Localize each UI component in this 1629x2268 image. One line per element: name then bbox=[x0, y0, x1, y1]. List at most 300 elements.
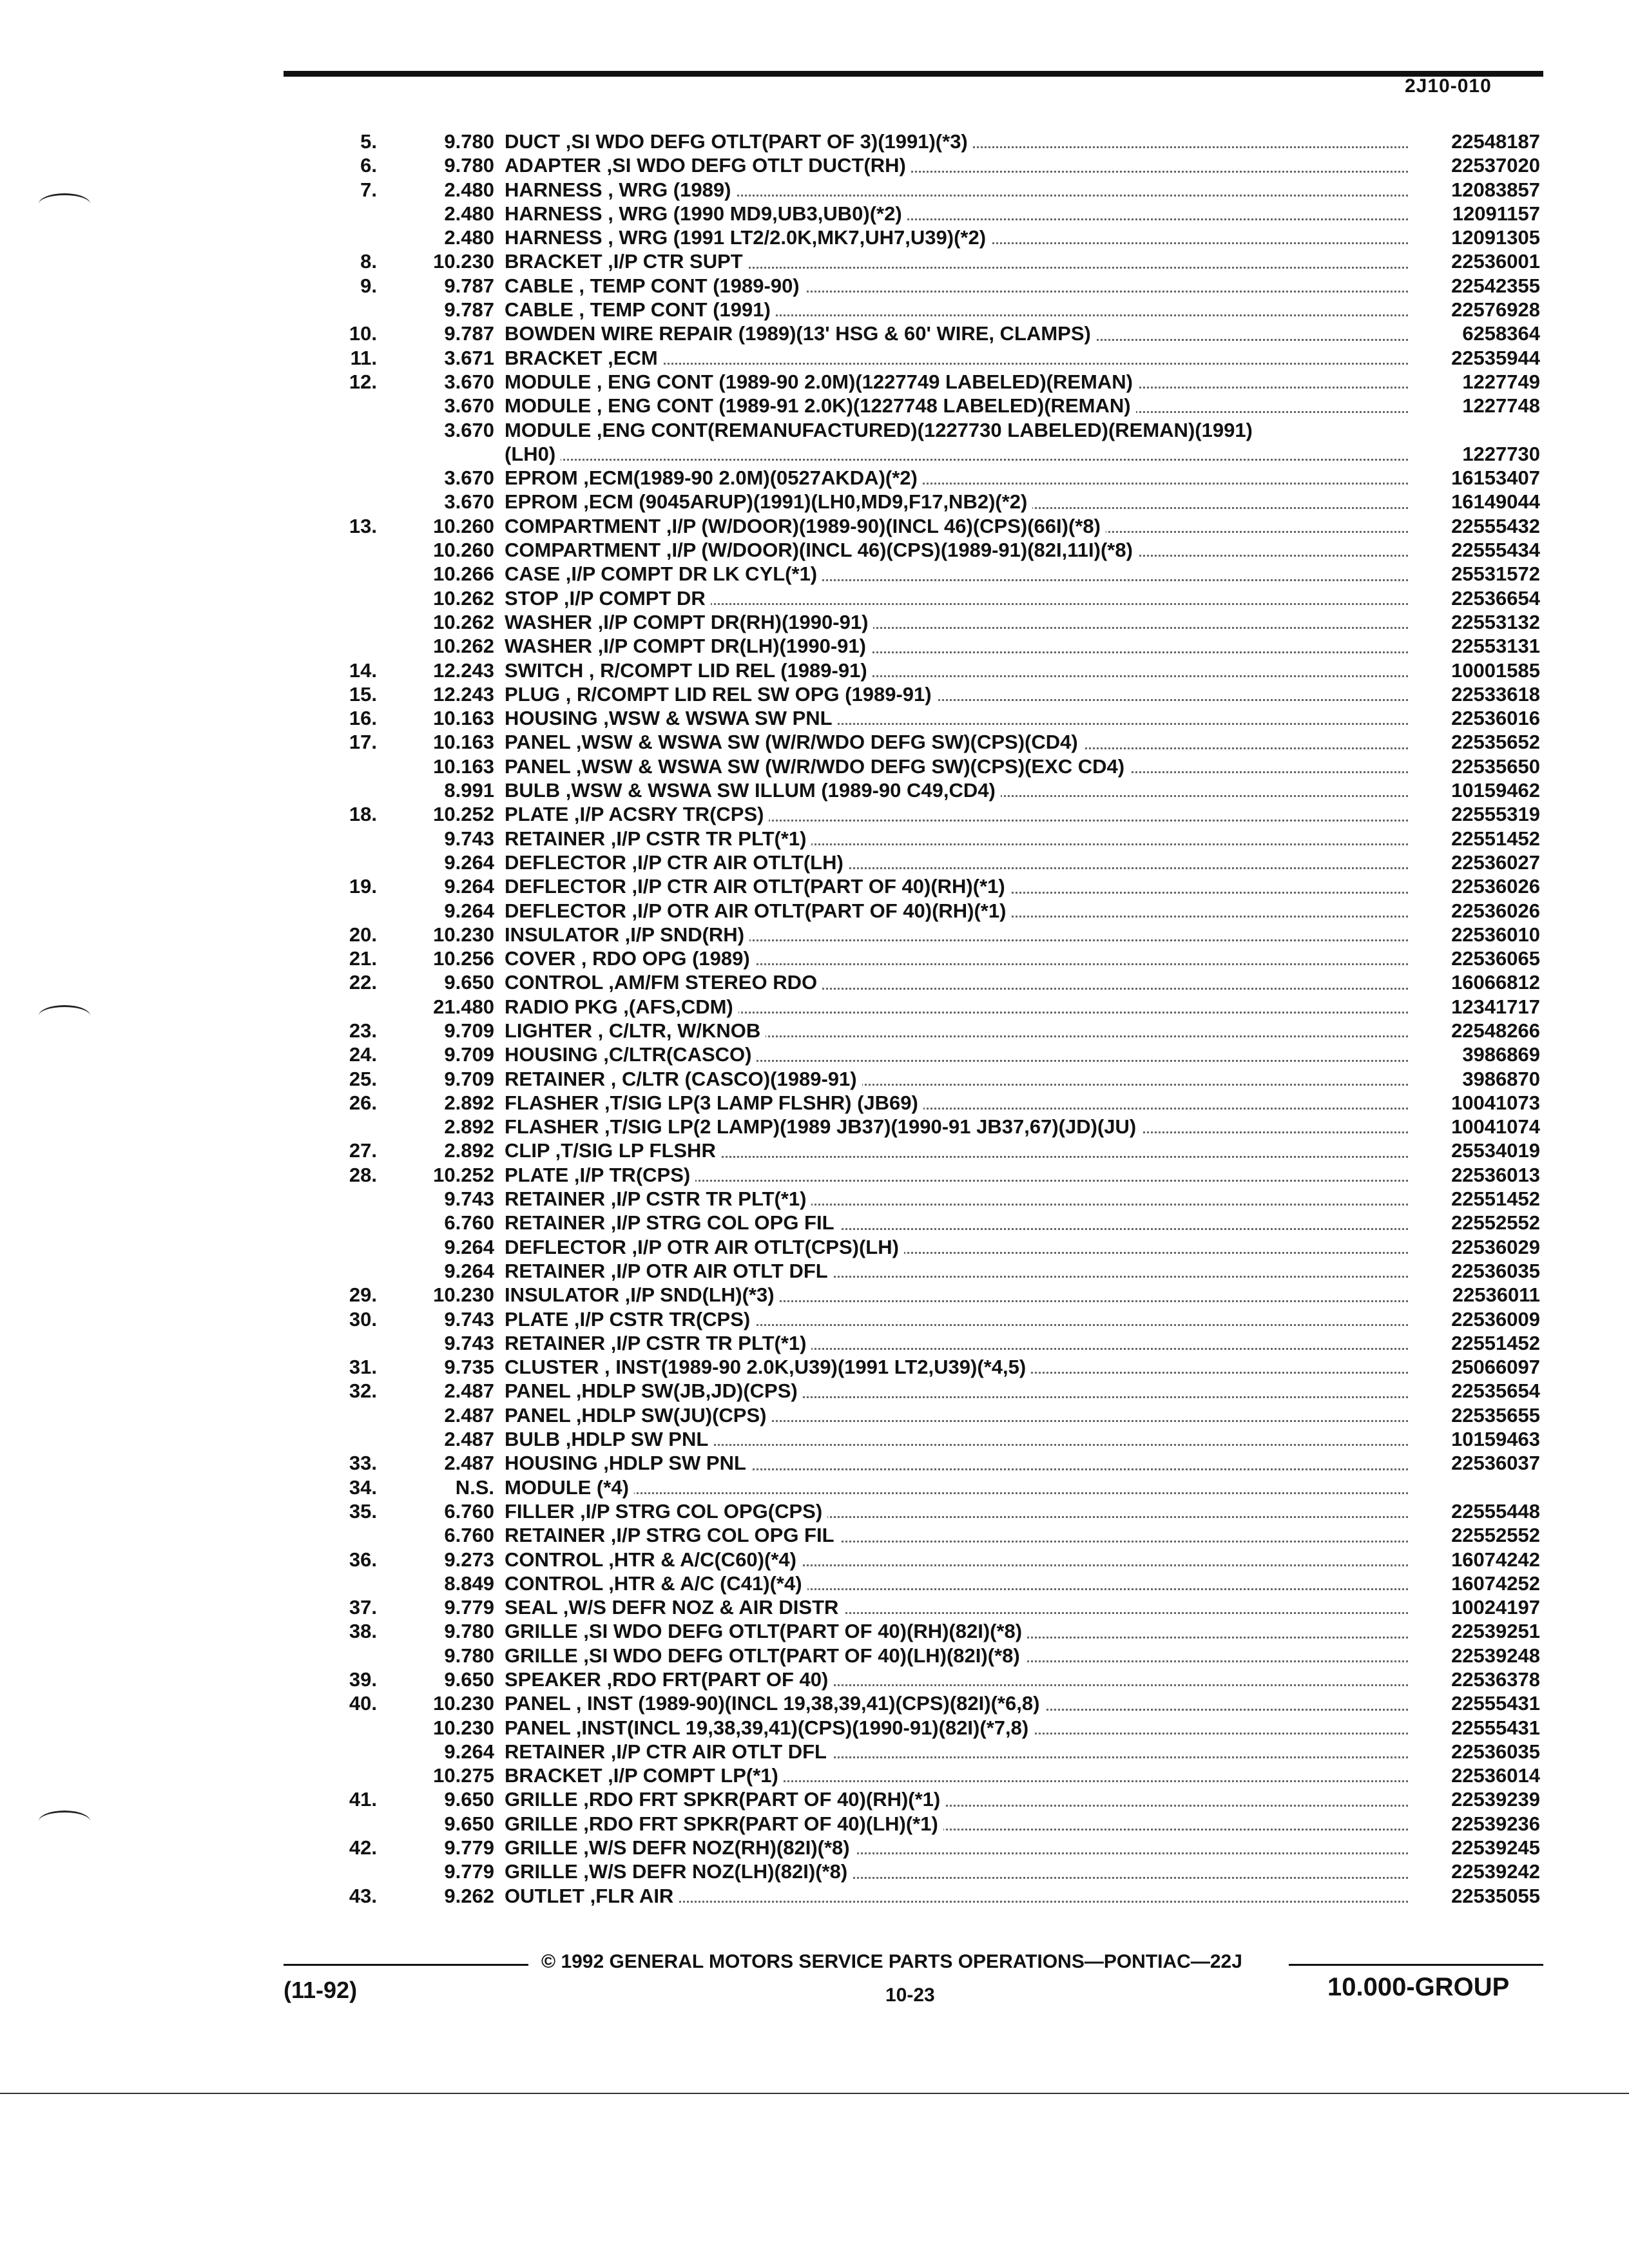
part-number: 12091157 bbox=[1411, 202, 1540, 226]
part-number: 22536026 bbox=[1411, 899, 1540, 923]
part-number: 10024197 bbox=[1411, 1596, 1540, 1619]
part-description bbox=[505, 1668, 1540, 1691]
part-description-text: PLATE ,I/P ACSRY TR(CPS) bbox=[505, 803, 769, 825]
group-number: 6.760 bbox=[444, 1499, 494, 1523]
group-number: 8.849 bbox=[444, 1571, 494, 1595]
item-number: 24. bbox=[349, 1043, 377, 1066]
parts-row bbox=[322, 1379, 1540, 1403]
group-number: 10.163 bbox=[433, 707, 494, 730]
part-description-text: FILLER ,I/P STRG COL OPG(CPS) bbox=[505, 1500, 827, 1523]
parts-row bbox=[322, 1668, 1540, 1692]
item-number: 38. bbox=[349, 1620, 377, 1643]
part-description bbox=[505, 683, 1540, 706]
part-description-text: GRILLE ,RDO FRT SPKR(PART OF 40)(RH)(*1) bbox=[505, 1788, 945, 1811]
item-number: 29. bbox=[349, 1283, 377, 1307]
part-number: 22555434 bbox=[1411, 539, 1540, 562]
parts-row bbox=[322, 1332, 1540, 1356]
footer-rule-left bbox=[284, 1964, 528, 1966]
group-number: 2.487 bbox=[444, 1428, 494, 1451]
part-description-text: HARNESS , WRG (1991 LT2/2.0K,MK7,UH7,U39)(*2) bbox=[505, 226, 991, 249]
part-number: 22535654 bbox=[1411, 1379, 1540, 1403]
parts-row bbox=[322, 1548, 1540, 1572]
part-description bbox=[505, 1356, 1540, 1379]
part-description bbox=[505, 298, 1540, 322]
part-description-text: INSULATOR ,I/P SND(LH)(*3) bbox=[505, 1283, 780, 1306]
group-number: 2.487 bbox=[444, 1403, 494, 1427]
part-description bbox=[505, 1596, 1540, 1619]
parts-row bbox=[322, 1572, 1540, 1596]
parts-row bbox=[322, 322, 1540, 346]
parts-row bbox=[322, 971, 1540, 995]
part-description bbox=[505, 779, 1540, 802]
item-number: 21. bbox=[349, 947, 377, 970]
part-description bbox=[505, 851, 1540, 874]
part-number: 25534019 bbox=[1411, 1139, 1540, 1162]
part-description bbox=[505, 1548, 1540, 1571]
part-description bbox=[505, 1620, 1540, 1643]
parts-row bbox=[322, 1260, 1540, 1283]
parts-row bbox=[322, 923, 1540, 947]
group-number: 21.480 bbox=[433, 995, 494, 1018]
part-description bbox=[505, 1692, 1540, 1715]
parts-row bbox=[322, 851, 1540, 875]
part-description bbox=[505, 1572, 1540, 1595]
item-number: 33. bbox=[349, 1452, 377, 1475]
part-description bbox=[505, 1115, 1540, 1139]
part-description-text: STOP ,I/P COMPT DR bbox=[505, 587, 711, 610]
footer-page-number: 10-23 bbox=[885, 1984, 935, 2006]
group-number: 9.264 bbox=[444, 1235, 494, 1258]
group-number: 2.480 bbox=[444, 202, 494, 225]
parts-row bbox=[322, 1860, 1540, 1884]
part-number: 12341717 bbox=[1411, 995, 1540, 1019]
part-number: 1227749 bbox=[1411, 370, 1540, 394]
group-number: 10.256 bbox=[433, 947, 494, 970]
item-number: 7. bbox=[360, 178, 377, 201]
group-number: 9.743 bbox=[444, 1187, 494, 1211]
part-description-text: MODULE (*4) bbox=[505, 1476, 634, 1499]
part-description bbox=[505, 1500, 1540, 1523]
part-description bbox=[505, 154, 1540, 177]
part-number: 22536009 bbox=[1411, 1308, 1540, 1331]
part-description-text: CASE ,I/P COMPT DR LK CYL(*1) bbox=[505, 562, 822, 585]
item-number: 35. bbox=[349, 1499, 377, 1523]
parts-row bbox=[322, 995, 1540, 1019]
item-number: 41. bbox=[349, 1788, 377, 1811]
part-number: 12091305 bbox=[1411, 226, 1540, 249]
part-description bbox=[505, 322, 1540, 345]
group-number: 10.230 bbox=[433, 1692, 494, 1715]
part-number: 22539236 bbox=[1411, 1812, 1540, 1836]
parts-row bbox=[322, 1596, 1540, 1620]
part-number: 22535655 bbox=[1411, 1404, 1540, 1427]
part-number: 22536035 bbox=[1411, 1740, 1540, 1763]
part-description-text: SWITCH , R/COMPT LID REL (1989-91) bbox=[505, 659, 872, 682]
part-description bbox=[505, 1452, 1540, 1475]
part-description-text: SEAL ,W/S DEFR NOZ & AIR DISTR bbox=[505, 1596, 843, 1619]
parts-row bbox=[322, 1428, 1540, 1452]
footer-group: 10.000-GROUP bbox=[1327, 1973, 1510, 2001]
part-description bbox=[505, 443, 1540, 466]
group-number: 12.243 bbox=[433, 682, 494, 706]
parts-row bbox=[322, 1115, 1540, 1139]
parts-row bbox=[322, 370, 1540, 394]
part-description bbox=[505, 1019, 1540, 1043]
part-number: 3986870 bbox=[1411, 1068, 1540, 1091]
group-number: 3.670 bbox=[444, 394, 494, 418]
group-number: 3.670 bbox=[444, 490, 494, 514]
part-number: 22539245 bbox=[1411, 1836, 1540, 1860]
part-number: 22555319 bbox=[1411, 803, 1540, 826]
part-description bbox=[505, 1812, 1540, 1836]
parts-row bbox=[322, 1500, 1540, 1524]
parts-row bbox=[322, 875, 1540, 899]
part-number: 22551452 bbox=[1411, 827, 1540, 850]
part-number: 16066812 bbox=[1411, 971, 1540, 994]
group-number: 3.670 bbox=[444, 466, 494, 490]
parts-row bbox=[322, 683, 1540, 707]
part-description-text: GRILLE ,SI WDO DEFG OTLT(PART OF 40)(LH)(82I)(*8) bbox=[505, 1644, 1025, 1667]
part-description-text: RETAINER ,I/P OTR AIR OTLT DFL bbox=[505, 1260, 833, 1282]
part-description-text: SPEAKER ,RDO FRT(PART OF 40) bbox=[505, 1668, 833, 1691]
part-description bbox=[505, 1164, 1540, 1187]
part-number: 22533618 bbox=[1411, 683, 1540, 706]
part-number: 22536001 bbox=[1411, 250, 1540, 273]
part-number: 16074242 bbox=[1411, 1548, 1540, 1571]
part-number: 22536654 bbox=[1411, 587, 1540, 610]
part-number: 10041073 bbox=[1411, 1091, 1540, 1115]
part-description bbox=[505, 1187, 1540, 1211]
parts-row bbox=[322, 1019, 1540, 1043]
parts-row bbox=[322, 1764, 1540, 1788]
parts-row bbox=[322, 899, 1540, 923]
part-description-text: HARNESS , WRG (1989) bbox=[505, 178, 736, 201]
part-description-text: RETAINER ,I/P STRG COL OPG FIL bbox=[505, 1524, 840, 1546]
part-description bbox=[505, 1644, 1540, 1667]
parts-row bbox=[322, 1812, 1540, 1836]
group-number: N.S. bbox=[455, 1475, 494, 1499]
part-number: 3986869 bbox=[1411, 1043, 1540, 1066]
group-number: 9.787 bbox=[444, 322, 494, 345]
part-number: 22536065 bbox=[1411, 947, 1540, 970]
part-description-text: DEFLECTOR ,I/P CTR AIR OTLT(LH) bbox=[505, 851, 849, 874]
part-description bbox=[505, 611, 1540, 634]
part-number: 25066097 bbox=[1411, 1356, 1540, 1379]
group-number: 9.780 bbox=[444, 1620, 494, 1643]
parts-list bbox=[322, 130, 1540, 1908]
part-number: 16153407 bbox=[1411, 466, 1540, 490]
part-description-text: RETAINER ,I/P CSTR TR PLT(*1) bbox=[505, 1187, 811, 1210]
part-description-text: COMPARTMENT ,I/P (W/DOOR)(1989-90)(INCL 46)(CPS)(66I)(*8) bbox=[505, 515, 1106, 537]
part-description-text: COVER , RDO OPG (1989) bbox=[505, 947, 755, 970]
part-description bbox=[505, 995, 1540, 1019]
item-number: 25. bbox=[349, 1067, 377, 1090]
part-number: 1227748 bbox=[1411, 394, 1540, 418]
part-description bbox=[505, 394, 1540, 418]
parts-row bbox=[322, 611, 1540, 635]
part-description-text: DUCT ,SI WDO DEFG OTLT(PART OF 3)(1991)(*3) bbox=[505, 130, 973, 153]
group-number: 9.743 bbox=[444, 827, 494, 850]
group-number: 9.650 bbox=[444, 971, 494, 994]
group-number: 9.650 bbox=[444, 1668, 494, 1691]
group-number: 9.743 bbox=[444, 1307, 494, 1331]
item-number: 30. bbox=[349, 1307, 377, 1331]
parts-row bbox=[322, 1164, 1540, 1187]
part-description bbox=[505, 490, 1540, 514]
part-description bbox=[505, 1043, 1540, 1066]
binder-hole-mark bbox=[39, 1005, 90, 1026]
part-description bbox=[505, 635, 1540, 658]
part-description-text: HOUSING ,HDLP SW PNL bbox=[505, 1452, 751, 1474]
part-description-text: EPROM ,ECM (9045ARUP)(1991)(LH0,MD9,F17,NB2)(*2) bbox=[505, 490, 1032, 513]
parts-row bbox=[322, 1692, 1540, 1716]
parts-row bbox=[322, 274, 1540, 298]
part-description bbox=[505, 1836, 1540, 1860]
part-description bbox=[505, 1476, 1540, 1499]
part-number: 22536016 bbox=[1411, 707, 1540, 730]
part-number: 22537020 bbox=[1411, 154, 1540, 177]
group-number: 10.230 bbox=[433, 1716, 494, 1739]
part-description-text: COMPARTMENT ,I/P (W/DOOR)(INCL 46)(CPS)(1989-91)(82I,11I)(*8) bbox=[505, 539, 1138, 561]
item-number: 8. bbox=[360, 250, 377, 273]
part-number: 22535944 bbox=[1411, 347, 1540, 370]
parts-row bbox=[322, 1187, 1540, 1211]
part-number: 10159462 bbox=[1411, 779, 1540, 802]
parts-row bbox=[322, 1356, 1540, 1379]
part-description-text: CABLE , TEMP CONT (1991) bbox=[505, 298, 776, 321]
part-description-text: MODULE , ENG CONT (1989-90 2.0M)(1227749 LABELED)(REMAN) bbox=[505, 370, 1138, 393]
parts-row bbox=[322, 202, 1540, 226]
part-description bbox=[505, 1308, 1540, 1331]
part-description bbox=[505, 1428, 1540, 1451]
part-description bbox=[505, 899, 1540, 923]
part-number: 22552552 bbox=[1411, 1524, 1540, 1547]
part-number: 16149044 bbox=[1411, 490, 1540, 514]
part-description-text: GRILLE ,W/S DEFR NOZ(RH)(82I)(*8) bbox=[505, 1836, 855, 1859]
parts-row bbox=[322, 419, 1540, 443]
item-number: 18. bbox=[349, 803, 377, 826]
part-description-text: GRILLE ,RDO FRT SPKR(PART OF 40)(LH)(*1) bbox=[505, 1812, 943, 1835]
item-number: 9. bbox=[360, 274, 377, 297]
part-number: 22555431 bbox=[1411, 1716, 1540, 1740]
parts-row bbox=[322, 443, 1540, 466]
group-number: 9.780 bbox=[444, 154, 494, 177]
item-number: 5. bbox=[360, 130, 377, 153]
group-number: 2.480 bbox=[444, 178, 494, 201]
top-rule bbox=[284, 71, 1543, 77]
item-number: 16. bbox=[349, 707, 377, 730]
part-description-text: FLASHER ,T/SIG LP(3 LAMP FLSHR) (JB69) bbox=[505, 1091, 923, 1114]
group-number: 9.273 bbox=[444, 1548, 494, 1571]
group-number: 9.780 bbox=[444, 130, 494, 153]
part-number: 22536010 bbox=[1411, 923, 1540, 947]
parts-row bbox=[322, 1524, 1540, 1548]
part-description bbox=[505, 539, 1540, 562]
group-number: 9.264 bbox=[444, 1259, 494, 1282]
group-number: 9.650 bbox=[444, 1812, 494, 1835]
group-number: 10.252 bbox=[433, 803, 494, 826]
part-description-text: PANEL ,HDLP SW(JU)(CPS) bbox=[505, 1404, 771, 1427]
part-description bbox=[505, 226, 1540, 249]
item-number: 12. bbox=[349, 370, 377, 393]
parts-row bbox=[322, 562, 1540, 586]
part-description-text: (LH0) bbox=[505, 443, 561, 465]
part-description bbox=[505, 515, 1540, 538]
parts-row bbox=[322, 1308, 1540, 1332]
bottom-rule bbox=[0, 2093, 1629, 2094]
parts-row bbox=[322, 154, 1540, 178]
item-number: 26. bbox=[349, 1091, 377, 1114]
part-description bbox=[505, 971, 1540, 994]
part-number: 22555432 bbox=[1411, 515, 1540, 538]
part-description-text: CLIP ,T/SIG LP FLSHR bbox=[505, 1139, 721, 1162]
part-number: 22551452 bbox=[1411, 1332, 1540, 1355]
part-description-text: RETAINER ,I/P CSTR TR PLT(*1) bbox=[505, 1332, 811, 1354]
part-number: 22536378 bbox=[1411, 1668, 1540, 1691]
part-number: 10001585 bbox=[1411, 659, 1540, 682]
parts-row bbox=[322, 490, 1540, 514]
part-description bbox=[505, 827, 1540, 850]
group-number: 2.892 bbox=[444, 1115, 494, 1139]
parts-row bbox=[322, 1211, 1540, 1235]
parts-row bbox=[322, 1716, 1540, 1740]
part-description-text: MODULE , ENG CONT (1989-91 2.0K)(1227748 LABELED)(REMAN) bbox=[505, 394, 1136, 417]
group-number: 9.262 bbox=[444, 1884, 494, 1907]
part-number: 22551452 bbox=[1411, 1187, 1540, 1211]
parts-row bbox=[322, 1091, 1540, 1115]
item-number: 23. bbox=[349, 1019, 377, 1042]
part-description bbox=[505, 1211, 1540, 1235]
parts-row bbox=[322, 130, 1540, 154]
group-number: 3.671 bbox=[444, 346, 494, 369]
parts-row bbox=[322, 587, 1540, 611]
part-number: 22555431 bbox=[1411, 1692, 1540, 1715]
part-description bbox=[505, 370, 1540, 394]
item-number: 13. bbox=[349, 514, 377, 537]
part-description-text: BRACKET ,ECM bbox=[505, 347, 663, 369]
parts-row bbox=[322, 947, 1540, 971]
item-number: 6. bbox=[360, 154, 377, 177]
part-description-text: HOUSING ,WSW & WSWA SW PNL bbox=[505, 707, 838, 729]
parts-row bbox=[322, 1068, 1540, 1091]
group-number: 8.991 bbox=[444, 779, 494, 802]
part-number: 22548266 bbox=[1411, 1019, 1540, 1043]
group-number: 9.709 bbox=[444, 1019, 494, 1042]
group-number: 9.264 bbox=[444, 1740, 494, 1763]
part-number: 22548187 bbox=[1411, 130, 1540, 153]
parts-row bbox=[322, 347, 1540, 370]
parts-row bbox=[322, 1139, 1540, 1163]
group-number: 9.779 bbox=[444, 1596, 494, 1619]
item-number: 14. bbox=[349, 658, 377, 682]
parts-row bbox=[322, 466, 1540, 490]
group-number: 3.670 bbox=[444, 370, 494, 393]
part-number: 22536037 bbox=[1411, 1452, 1540, 1475]
part-description bbox=[505, 1740, 1540, 1763]
binder-hole-mark bbox=[39, 193, 90, 215]
part-description bbox=[505, 803, 1540, 826]
part-number: 10159463 bbox=[1411, 1428, 1540, 1451]
part-description-text: PANEL ,HDLP SW(JB,JD)(CPS) bbox=[505, 1379, 803, 1402]
part-number: 22536035 bbox=[1411, 1260, 1540, 1283]
parts-row bbox=[322, 515, 1540, 539]
group-number: 10.260 bbox=[433, 539, 494, 562]
part-number: 22552552 bbox=[1411, 1211, 1540, 1235]
parts-row bbox=[322, 1885, 1540, 1908]
part-description bbox=[505, 1332, 1540, 1355]
item-number: 32. bbox=[349, 1379, 377, 1403]
parts-row bbox=[322, 779, 1540, 803]
part-description bbox=[505, 1283, 1540, 1307]
part-number: 22536026 bbox=[1411, 875, 1540, 898]
parts-row bbox=[322, 827, 1540, 851]
part-description-text: HARNESS , WRG (1990 MD9,UB3,UB0)(*2) bbox=[505, 202, 907, 225]
group-number: 3.670 bbox=[444, 418, 494, 441]
part-description-text: OUTLET ,FLR AIR bbox=[505, 1885, 679, 1907]
part-description bbox=[505, 875, 1540, 898]
part-number: 22553131 bbox=[1411, 635, 1540, 658]
binder-hole-mark bbox=[39, 1811, 90, 1832]
part-description bbox=[505, 1885, 1540, 1908]
part-description-text: WASHER ,I/P COMPT DR(RH)(1990-91) bbox=[505, 611, 873, 633]
item-number: 11. bbox=[350, 346, 377, 369]
parts-row bbox=[322, 539, 1540, 562]
group-number: 9.779 bbox=[444, 1836, 494, 1860]
part-description-text: RETAINER , C/LTR (CASCO)(1989-91) bbox=[505, 1068, 862, 1090]
group-number: 10.262 bbox=[433, 586, 494, 610]
parts-row bbox=[322, 250, 1540, 274]
part-description bbox=[505, 130, 1540, 153]
part-description bbox=[505, 755, 1540, 778]
footer-copyright: © 1992 GENERAL MOTORS SERVICE PARTS OPERATIONS—PONTIAC—22J bbox=[541, 1951, 1242, 1972]
group-number: 10.275 bbox=[433, 1764, 494, 1787]
parts-row bbox=[322, 803, 1540, 827]
part-description-text: PLATE ,I/P CSTR TR(CPS) bbox=[505, 1308, 755, 1331]
item-number: 31. bbox=[349, 1356, 377, 1379]
part-description-text: MODULE ,ENG CONT(REMANUFACTURED)(1227730 LABELED)(REMAN)(1991) bbox=[505, 419, 1258, 441]
part-number: 10041074 bbox=[1411, 1115, 1540, 1139]
group-number: 9.264 bbox=[444, 899, 494, 922]
part-description bbox=[505, 347, 1540, 370]
part-description-text: RADIO PKG ,(AFS,CDM) bbox=[505, 995, 738, 1018]
item-number: 42. bbox=[349, 1836, 377, 1860]
part-description-text: BOWDEN WIRE REPAIR (1989)(13' HSG & 60' WIRE, CLAMPS) bbox=[505, 322, 1096, 345]
part-description bbox=[505, 659, 1540, 682]
part-description-text: PLATE ,I/P TR(CPS) bbox=[505, 1164, 695, 1186]
parts-row bbox=[322, 1788, 1540, 1812]
part-number: 12083857 bbox=[1411, 178, 1540, 202]
part-number: 22539242 bbox=[1411, 1860, 1540, 1883]
part-description-text: PANEL , INST (1989-90)(INCL 19,38,39,41)(CPS)(82I)(*6,8) bbox=[505, 1692, 1045, 1715]
part-description-text: GRILLE ,SI WDO DEFG OTLT(PART OF 40)(RH)(82I)(*8) bbox=[505, 1620, 1027, 1642]
part-description bbox=[505, 1379, 1540, 1403]
part-description bbox=[505, 1716, 1540, 1740]
part-number: 22536029 bbox=[1411, 1236, 1540, 1259]
parts-row bbox=[322, 394, 1540, 418]
parts-row bbox=[322, 1236, 1540, 1260]
group-number: 6.760 bbox=[444, 1211, 494, 1235]
group-number: 2.892 bbox=[444, 1091, 494, 1114]
parts-row bbox=[322, 1452, 1540, 1475]
part-description-text: CONTROL ,HTR & A/C(C60)(*4) bbox=[505, 1548, 802, 1571]
part-number: 16074252 bbox=[1411, 1572, 1540, 1595]
part-number: 22536013 bbox=[1411, 1164, 1540, 1187]
parts-row bbox=[322, 1283, 1540, 1307]
group-number: 9.743 bbox=[444, 1331, 494, 1354]
part-description bbox=[505, 1764, 1540, 1787]
parts-row bbox=[322, 226, 1540, 250]
parts-row bbox=[322, 1404, 1540, 1428]
